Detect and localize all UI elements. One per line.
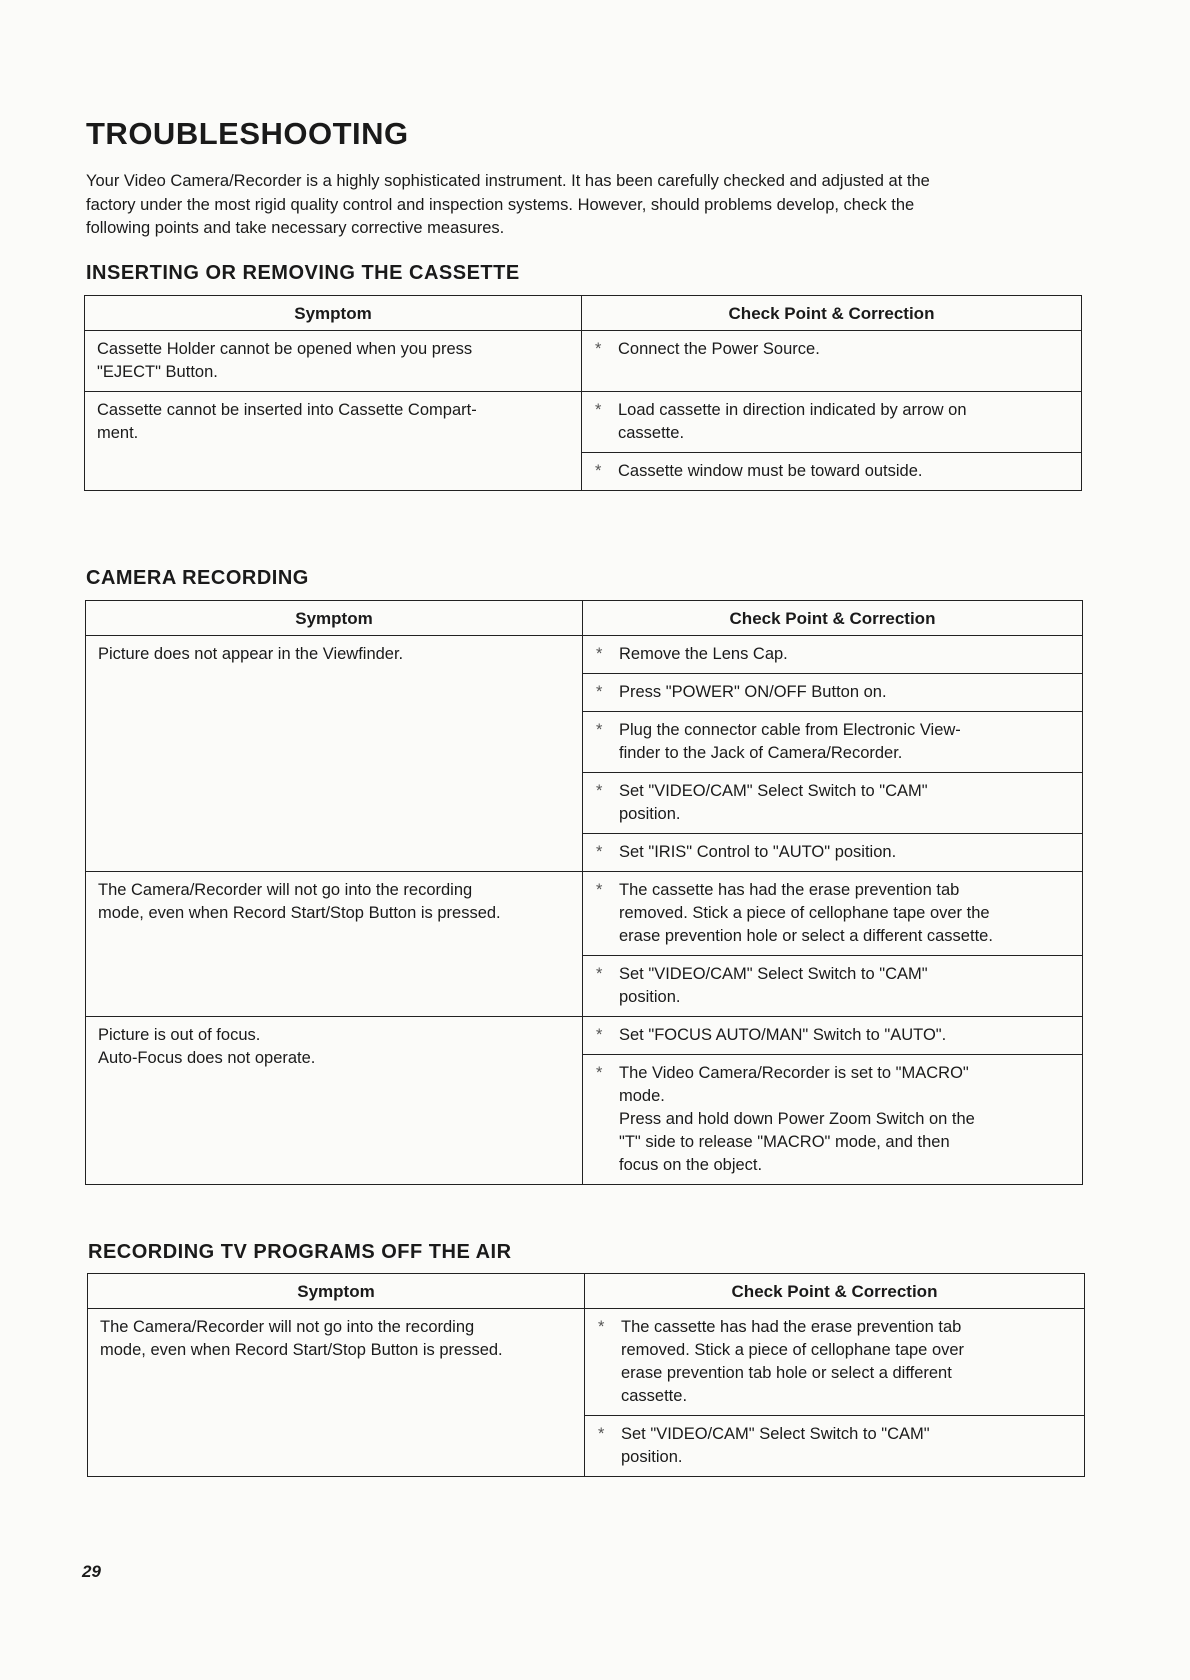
table-camera-recording bbox=[85, 600, 1083, 1185]
check-point-text: The Video Camera/Recorder is set to "MACRO" bbox=[619, 1064, 969, 1082]
column-header-symptom: Symptom bbox=[85, 296, 582, 331]
symptom-text: Auto-Focus does not operate. bbox=[98, 1049, 316, 1067]
intro-line: following points and take necessary corrective measures. bbox=[86, 219, 505, 237]
check-point-cell bbox=[582, 331, 1082, 392]
symptom-text: "EJECT" Button. bbox=[97, 363, 218, 381]
symptom-text: The Camera/Recorder will not go into the recording bbox=[100, 1318, 475, 1336]
intro-line: factory under the most rigid quality control and inspection systems. However, should problems develop, check the bbox=[86, 195, 915, 214]
check-point-cell bbox=[583, 712, 1083, 773]
check-point-text: Set "IRIS" Control to "AUTO" position. bbox=[619, 843, 897, 861]
asterisk-bullet-icon: * bbox=[596, 843, 603, 861]
check-point-text: erase prevention hole or select a different cassette. bbox=[619, 927, 993, 945]
check-point-cell bbox=[583, 872, 1083, 956]
symptom-text: ment. bbox=[97, 424, 139, 442]
check-point-cell bbox=[582, 453, 1082, 491]
check-point-text: Set "FOCUS AUTO/MAN" Switch to "AUTO". bbox=[619, 1026, 947, 1044]
table-tv-programs bbox=[87, 1273, 1085, 1477]
asterisk-bullet-icon: * bbox=[598, 1425, 605, 1443]
intro-line: Your Video Camera/Recorder is a highly sophisticated instrument. It has been carefully checked and adjusted at the bbox=[86, 172, 930, 190]
check-point-text: focus on the object. bbox=[619, 1156, 763, 1174]
check-point-cell bbox=[583, 956, 1083, 1017]
check-point-text: position. bbox=[621, 1448, 683, 1466]
check-point-text: Load cassette in direction indicated by arrow on bbox=[618, 401, 967, 419]
table-row bbox=[85, 331, 1082, 392]
check-point-text: The cassette has had the erase prevention tab bbox=[619, 881, 960, 899]
check-point-text: Cassette window must be toward outside. bbox=[618, 462, 923, 480]
section-heading-camera-recording: CAMERA RECORDING bbox=[86, 567, 309, 589]
page-number: 29 bbox=[82, 1562, 101, 1581]
table-row bbox=[86, 636, 1083, 674]
check-point-cell bbox=[583, 834, 1083, 872]
check-point-text: removed. Stick a piece of cellophane tape over bbox=[621, 1341, 965, 1359]
asterisk-bullet-icon: * bbox=[596, 1064, 603, 1082]
check-point-text: Set "VIDEO/CAM" Select Switch to "CAM" bbox=[621, 1425, 930, 1443]
symptom-text: Picture is out of focus. bbox=[98, 1026, 261, 1044]
table-cassette bbox=[84, 295, 1082, 491]
check-point-text: Press and hold down Power Zoom Switch on the bbox=[619, 1110, 975, 1128]
check-point-text: erase prevention tab hole or select a different bbox=[621, 1364, 952, 1382]
check-point-cell bbox=[583, 636, 1083, 674]
check-point-text: Set "VIDEO/CAM" Select Switch to "CAM" bbox=[619, 782, 928, 800]
check-point-cell bbox=[583, 1017, 1083, 1055]
asterisk-bullet-icon: * bbox=[598, 1318, 605, 1336]
check-point-text: mode. bbox=[619, 1087, 665, 1105]
check-point-cell bbox=[585, 1416, 1085, 1477]
asterisk-bullet-icon: * bbox=[596, 1026, 603, 1044]
symptom-text: mode, even when Record Start/Stop Button is pressed. bbox=[100, 1341, 503, 1359]
table-row bbox=[88, 1309, 1085, 1416]
check-point-text: Plug the connector cable from Electronic View- bbox=[619, 721, 961, 739]
asterisk-bullet-icon: * bbox=[596, 683, 603, 701]
check-point-cell bbox=[582, 392, 1082, 453]
check-point-text: Connect the Power Source. bbox=[618, 340, 820, 358]
check-point-text: position. bbox=[619, 805, 681, 823]
table-row bbox=[86, 1017, 1083, 1055]
check-point-text: Press "POWER" ON/OFF Button on. bbox=[619, 683, 887, 701]
asterisk-bullet-icon: * bbox=[596, 645, 603, 663]
asterisk-bullet-icon: * bbox=[596, 721, 603, 739]
check-point-cell bbox=[583, 1055, 1083, 1185]
symptom-cell bbox=[86, 1017, 583, 1185]
column-header-check-point: Check Point & Correction bbox=[582, 296, 1082, 331]
table-row bbox=[86, 872, 1083, 956]
section-heading-cassette: INSERTING OR REMOVING THE CASSETTE bbox=[86, 262, 520, 284]
intro-paragraph bbox=[86, 170, 1076, 241]
column-header-check-point: Check Point & Correction bbox=[583, 601, 1083, 636]
table-header-row bbox=[85, 296, 1082, 331]
symptom-text: The Camera/Recorder will not go into the recording bbox=[98, 881, 473, 899]
asterisk-bullet-icon: * bbox=[596, 881, 603, 899]
symptom-cell bbox=[86, 636, 583, 872]
column-header-symptom: Symptom bbox=[88, 1274, 585, 1309]
check-point-text: Set "VIDEO/CAM" Select Switch to "CAM" bbox=[619, 965, 928, 983]
table-row bbox=[85, 392, 1082, 453]
page-title: TROUBLESHOOTING bbox=[86, 116, 409, 151]
check-point-text: cassette. bbox=[618, 424, 685, 442]
check-point-cell bbox=[583, 773, 1083, 834]
asterisk-bullet-icon: * bbox=[595, 340, 602, 358]
column-header-symptom: Symptom bbox=[86, 601, 583, 636]
column-header-check-point: Check Point & Correction bbox=[585, 1274, 1085, 1309]
table-header-row bbox=[88, 1274, 1085, 1309]
symptom-cell bbox=[85, 331, 582, 392]
check-point-text: The cassette has had the erase prevention tab bbox=[621, 1318, 962, 1336]
table-header-row bbox=[86, 601, 1083, 636]
check-point-cell bbox=[583, 674, 1083, 712]
symptom-text: Cassette Holder cannot be opened when you press bbox=[97, 340, 473, 358]
check-point-cell bbox=[585, 1309, 1085, 1416]
asterisk-bullet-icon: * bbox=[596, 782, 603, 800]
check-point-text: finder to the Jack of Camera/Recorder. bbox=[619, 744, 903, 762]
symptom-text: Picture does not appear in the Viewfinder. bbox=[98, 645, 404, 663]
symptom-cell bbox=[85, 392, 582, 491]
symptom-cell bbox=[88, 1309, 585, 1477]
asterisk-bullet-icon: * bbox=[596, 965, 603, 983]
symptom-cell bbox=[86, 872, 583, 1017]
asterisk-bullet-icon: * bbox=[595, 462, 602, 480]
check-point-text: cassette. bbox=[621, 1387, 688, 1405]
symptom-text: mode, even when Record Start/Stop Button is pressed. bbox=[98, 904, 501, 922]
check-point-text: removed. Stick a piece of cellophane tape over the bbox=[619, 904, 990, 922]
check-point-text: Remove the Lens Cap. bbox=[619, 645, 788, 663]
check-point-text: "T" side to release "MACRO" mode, and then bbox=[619, 1133, 950, 1151]
asterisk-bullet-icon: * bbox=[595, 401, 602, 419]
check-point-text: position. bbox=[619, 988, 681, 1006]
symptom-text: Cassette cannot be inserted into Cassette Compart- bbox=[97, 401, 477, 419]
section-heading-tv-programs: RECORDING TV PROGRAMS OFF THE AIR bbox=[88, 1241, 512, 1263]
